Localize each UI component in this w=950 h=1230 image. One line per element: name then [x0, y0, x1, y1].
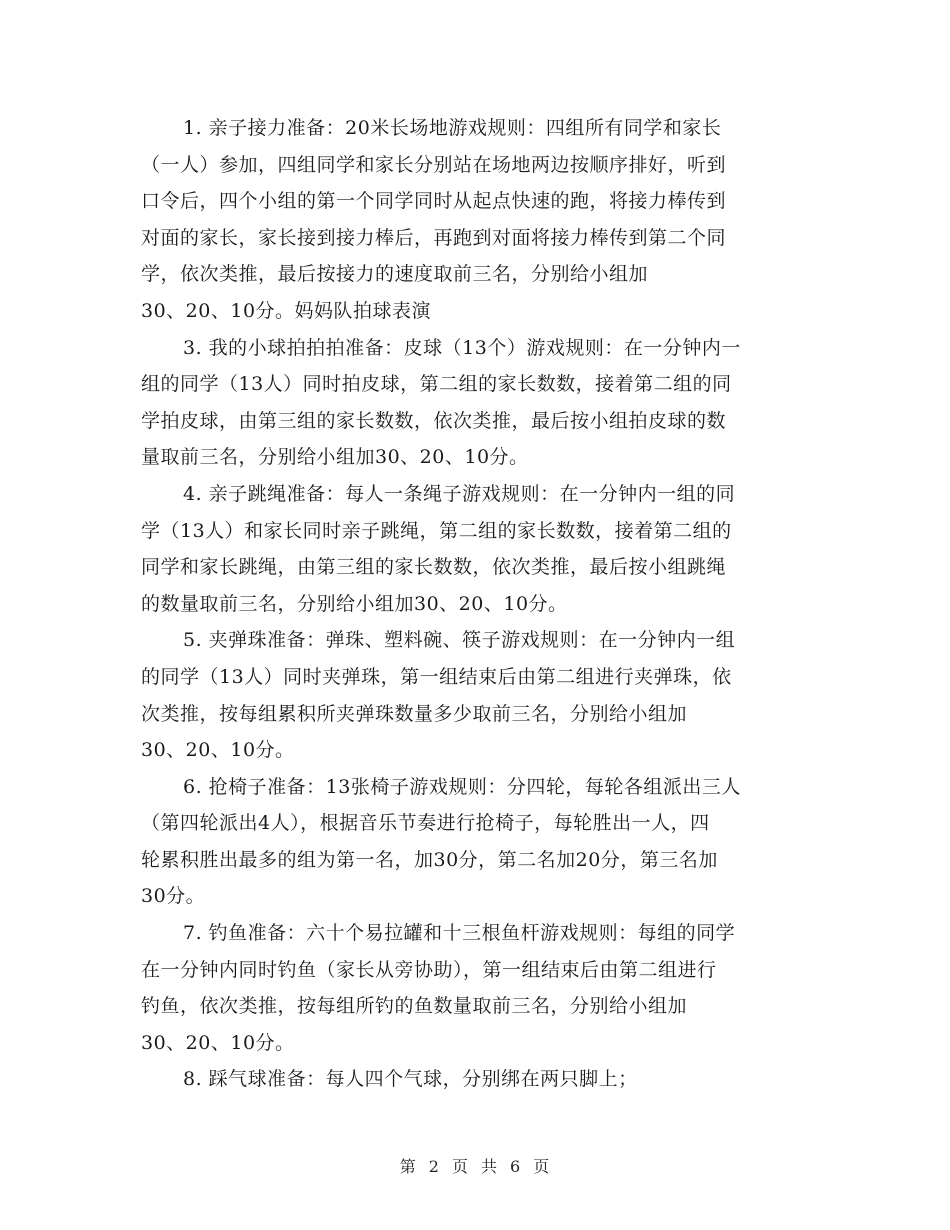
footer-total-pages: 6 — [510, 1157, 522, 1176]
text-line: 量取前三名，分别给小组加30、20、10分。 — [141, 446, 529, 469]
text-line: （第四轮派出4人），根据音乐节奏进行抢椅子，每轮胜出一人，四 — [141, 812, 710, 835]
footer-total-unit: 页 — [533, 1157, 551, 1176]
text-line: 钓鱼，依次类推，按每组所钓的鱼数量取前三名，分别给小组加 — [141, 995, 688, 1018]
footer-total-prefix: 共 — [481, 1157, 499, 1176]
text-line: 学（13人）和家长同时亲子跳绳，第二组的家长数数，接着第二组的 — [141, 519, 732, 542]
text-line: 1. 亲子接力准备：20米长场地游戏规则：四组所有同学和家长 — [183, 117, 722, 139]
text-line: 学，依次类推，最后按接力的速度取前三名，分别给小组加 — [141, 263, 649, 286]
text-line: 轮累积胜出最多的组为第一名，加30分，第二名加20分，第三名加 — [141, 848, 718, 871]
text-line: 同学和家长跳绳，由第三组的家长数数，依次类推，最后按小组跳绳 — [141, 556, 727, 579]
text-line: 对面的家长，家长接到接力棒后，再跑到对面将接力棒传到第二个同 — [141, 226, 727, 249]
text-line: 学拍皮球，由第三组的家长数数，依次类推，最后按小组拍皮球的数 — [141, 409, 727, 432]
text-line: 在一分钟内同时钓鱼（家长从旁协助），第一组结束后由第二组进行 — [141, 958, 717, 981]
text-line: 30分。 — [141, 885, 206, 908]
text-line: 7. 钓鱼准备：六十个易拉罐和十三根鱼杆游戏规则：每组的同学 — [183, 922, 736, 945]
footer-page-number: 2 — [428, 1157, 440, 1176]
text-line: 口令后，四个小组的第一个同学同时从起点快速的跑，将接力棒传到 — [141, 190, 727, 213]
text-line: 4. 亲子跳绳准备：每人一条绳子游戏规则：在一分钟内一组的同 — [183, 482, 736, 505]
text-line: 6. 抢椅子准备：13张椅子游戏规则：分四轮，每轮各组派出三人 — [183, 775, 741, 798]
document-body — [141, 110, 813, 1098]
footer-page-unit: 页 — [451, 1157, 469, 1176]
text-line: 次类推，按每组累积所夹弹珠数量多少取前三名，分别给小组加 — [141, 702, 688, 725]
text-line: （一人）参加，四组同学和家长分别站在场地两边按顺序排好，听到 — [141, 153, 727, 176]
text-line: 的同学（13人）同时夹弹珠，第一组结束后由第二组进行夹弹珠，依 — [141, 665, 732, 688]
page-footer — [0, 1154, 950, 1177]
footer-prefix: 第 — [399, 1157, 417, 1176]
text-line: 的数量取前三名，分别给小组加30、20、10分。 — [141, 592, 568, 615]
text-line: 30、20、10分。妈妈队拍球表演 — [141, 299, 432, 322]
text-line: 3. 我的小球拍拍拍准备：皮球（13个）游戏规则：在一分钟内一 — [183, 336, 741, 359]
text-line: 8. 踩气球准备：每人四个气球，分别绑在两只脚上； — [183, 1068, 638, 1091]
text-line: 30、20、10分。 — [141, 1031, 295, 1054]
text-line: 5. 夹弹珠准备：弹珠、塑料碗、筷子游戏规则：在一分钟内一组 — [183, 629, 736, 652]
text-line: 30、20、10分。 — [141, 739, 295, 762]
text-line: 组的同学（13人）同时拍皮球，第二组的家长数数，接着第二组的同 — [141, 373, 732, 396]
